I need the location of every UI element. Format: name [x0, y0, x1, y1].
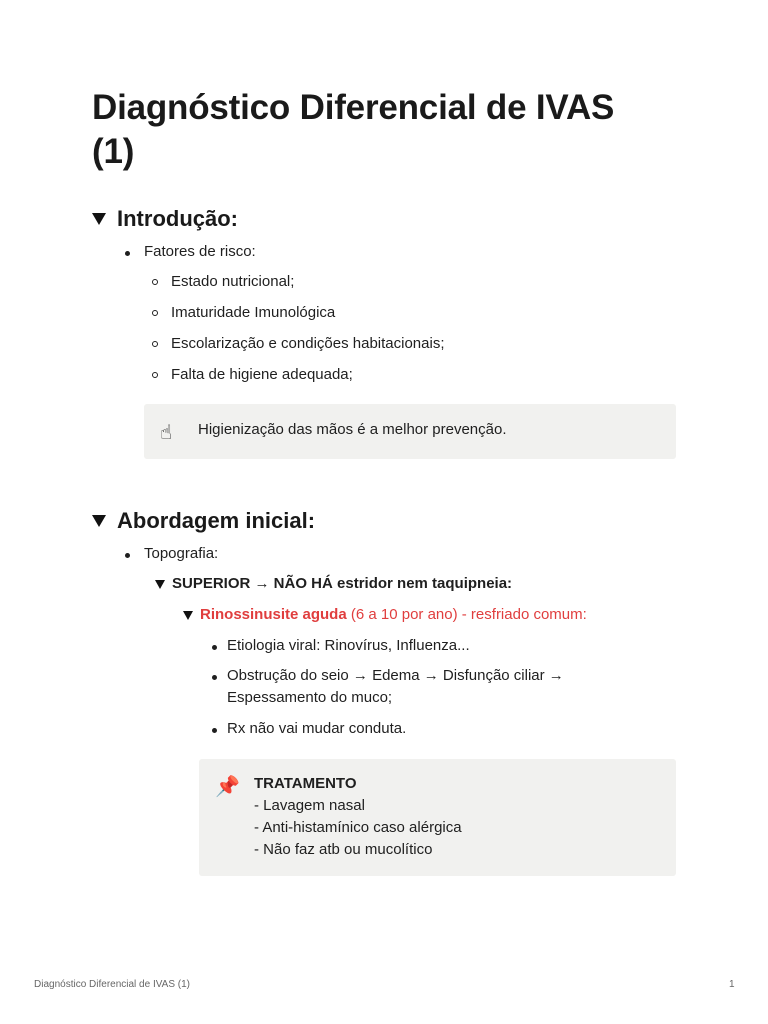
toggle-triangle-icon[interactable]: [92, 213, 106, 225]
bullet-dot: [125, 251, 130, 256]
bullet-circle: [152, 372, 158, 378]
pushpin-icon: 📌: [215, 776, 240, 798]
list-item: Estado nutricional;: [171, 273, 295, 290]
bullet-circle: [152, 279, 158, 285]
list-item: Etiologia viral: Rinovírus, Influenza...: [227, 637, 470, 654]
heading-text: Abordagem inicial:: [117, 508, 316, 533]
footer-page-number: 1: [729, 979, 735, 990]
callout-line: - Não faz atb ou mucolítico: [254, 841, 433, 858]
list-item: Topografia:: [144, 545, 219, 562]
toggle-triangle-icon[interactable]: [92, 515, 106, 527]
callout-prevencao: [144, 404, 676, 459]
toggle-heading-abordagem[interactable]: [92, 507, 315, 535]
list-item: Obstrução do seio → Edema → Disfunção ciliar →: [227, 667, 564, 684]
rino-frequency: (6 a 10 por ano) - resfriado comum:: [346, 606, 587, 623]
bullet-dot: [212, 675, 217, 680]
list-item: Imaturidade Imunológica: [171, 304, 336, 321]
toggle-triangle-icon[interactable]: [155, 580, 165, 589]
list-item: Falta de higiene adequada;: [171, 366, 353, 383]
callout-line: - Anti-histamínico caso alérgica: [254, 819, 462, 836]
bullet-circle: [152, 310, 158, 316]
callout-tratamento: [199, 759, 676, 876]
footer-doc-title: Diagnóstico Diferencial de IVAS (1): [34, 979, 190, 990]
callout-text: Higienização das mãos é a melhor prevenção.: [198, 421, 507, 438]
bullet-dot: [212, 728, 217, 733]
pointing-up-icon: ☝: [160, 422, 173, 444]
list-item-continuation: Espessamento do muco;: [227, 689, 393, 706]
heading-text: Introdução:: [117, 206, 238, 231]
list-item: Escolarização e condições habitacionais;: [171, 335, 445, 352]
page-title: Diagnóstico Diferencial de IVAS (1): [92, 88, 615, 171]
callout-title: TRATAMENTO: [254, 775, 357, 792]
toggle-heading-introducao[interactable]: [92, 205, 238, 233]
bullet-dot: [125, 553, 130, 558]
toggle-rinossinusite[interactable]: [183, 605, 587, 625]
rino-name: Rinossinusite aguda: [200, 606, 347, 623]
bullet-circle: [152, 341, 158, 347]
toggle-superior[interactable]: [155, 574, 512, 594]
list-item: Fatores de risco:: [144, 243, 256, 260]
bullet-dot: [212, 645, 217, 650]
callout-line: - Lavagem nasal: [254, 797, 365, 814]
toggle-triangle-icon[interactable]: [183, 611, 193, 620]
list-item: Rx não vai mudar conduta.: [227, 720, 407, 737]
toggle-text: SUPERIOR → NÃO HÁ estridor nem taquipneia:: [172, 575, 513, 592]
